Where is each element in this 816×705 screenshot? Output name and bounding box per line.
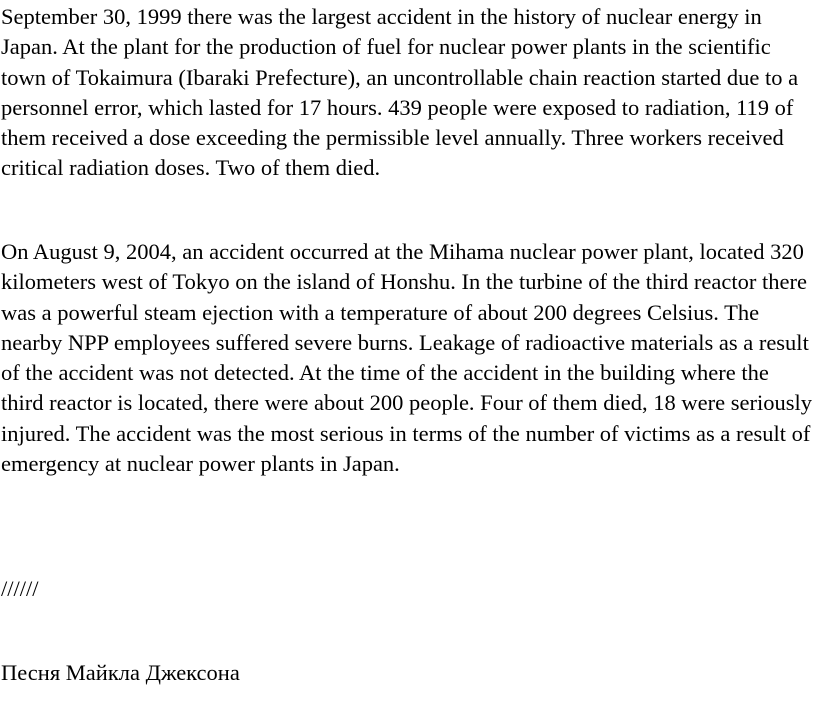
paragraph-song-title: Песня Майкла Джексона (1, 660, 240, 685)
separator-slashes: ////// (1, 576, 39, 601)
paragraph-mihama-accident: On August 9, 2004, an accident occurred at the Mihama nuclear power plant, located 320 kilometers west of Tokyo on the island of Honshu. In the turbine of the third reactor there was a powerful steam ejection with a temperature of about 200 degrees Celsius. The nearby NPP employees suffered severe burns. Leakage of radioactive materials as a result of the accident was not detected. At the time of the accident in the building where the third reactor is located, there were about 200 people. Four of them died, 18 were seriously injured. The accident was the most serious in terms of the number of victims as a result of emergency at nuclear power plants in Japan. (1, 239, 812, 477)
paragraph-tokaimura-accident: September 30, 1999 there was the largest accident in the history of nuclear energy in Japan. At the plant for the production of fuel for nuclear power plants in the scientific town of Tokaimura (Ibaraki Prefecture), an uncontrollable chain reaction started due to a personnel error, which lasted for 17 hours. 439 people were exposed to radiation, 119 of them received a dose exceeding the permissible level annually. Three workers received critical radiation doses. Two of them died. (1, 4, 799, 181)
